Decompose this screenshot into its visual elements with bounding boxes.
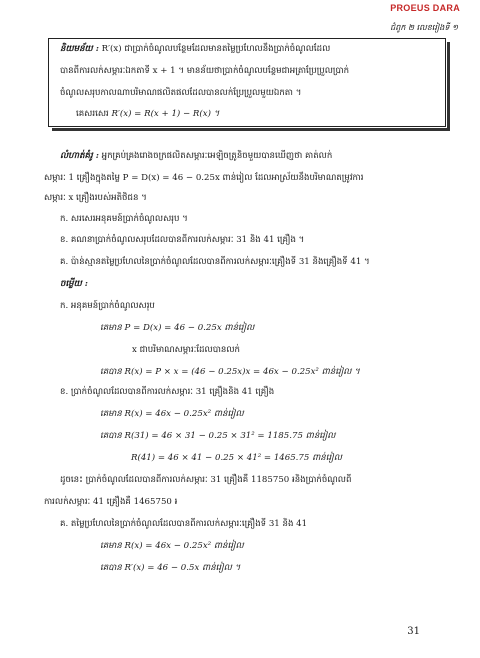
solution-b-line-5: ការលក់សម្ភារៈ 41 គ្រឿងគឺ 1465750 ៛ — [44, 497, 178, 507]
definition-line-3: ចំណូលសរុបកាលណាបរិមាណផលិតផលដែលបានលក់ប្រែប្រួលមួយឯកតា ។ — [60, 88, 302, 98]
solution-b-line-4: ដូចនេះ ប្រាក់ចំណូលដែលបានពីការលក់សម្ភារៈ 31 គ្រឿងគឺ 1185750 ៛និងប្រាក់ចំណូលពី — [60, 475, 352, 485]
example-part-b: ខ. គណនាប្រាក់ចំណូលសរុបដែលបានពីការលក់សម្ភារៈ 31 និង 41 គ្រឿង ។ — [60, 235, 305, 245]
solution-title: ចម្លើយ : — [60, 279, 88, 289]
example-text-1: អ្នកគ្រប់គ្រងរោងចក្រផលិតសម្ភារៈអេឡិចត្រូនិចមួយបានឃើញថា គាត់លក់ — [101, 151, 333, 161]
chapter-header: ជំពូក ២ លេខរៀងទី ១ — [390, 23, 458, 32]
example-title: លំហាត់គំរូ : — [60, 151, 99, 161]
solution-a-line-2: x ជាបរិមាណសម្ភារៈដែលបានលក់ — [132, 345, 240, 355]
definition-title: និយមន័យ : — [60, 44, 99, 54]
definition-formula-label: គេសរសេរ — [76, 109, 109, 119]
definition-text-1: R′(x) ជាប្រាក់ចំណូលបន្ថែមដែលមានតម្លៃប្រហែលនឹងប្រាក់ចំណូលដែល — [101, 44, 331, 54]
solution-c-heading: គ. តម្លៃប្រហែលនៃប្រាក់ចំណូលដែលបានពីការលក់សម្ភារៈគ្រឿងទី 31 និង 41 — [60, 519, 308, 529]
solution-b-heading: ខ. ប្រាក់ចំណូលដែលបានពីការលក់សម្ភារៈ 31 គ្រឿងនិង 41 គ្រឿង — [60, 387, 275, 397]
example-part-a: ក. សរសេរអនុគមន៍ប្រាក់ចំណូលសរុប ។ — [60, 214, 188, 224]
definition-line-1 — [60, 43, 330, 55]
solution-c-line-1: គេមាន R(x) = 46x − 0.25x² ពាន់រៀល — [100, 541, 244, 551]
brand-watermark: PROEUS DARA — [390, 3, 460, 13]
example-line-3: សម្ភារៈ x គ្រឿងរបស់អតិថិជន ។ — [44, 193, 147, 203]
page-number: 31 — [407, 626, 420, 637]
solution-a-line-1: គេមាន P = D(x) = 46 − 0.25x ពាន់រៀល — [100, 323, 255, 333]
definition-formula: R′(x) = R(x + 1) − R(x) ។ — [111, 109, 220, 119]
solution-a-heading: ក. អនុគមន៍ប្រាក់ចំណូលសរុប — [60, 301, 155, 311]
solution-c-line-2: គេបាន R′(x) = 46 − 0.5x ពាន់រៀល ។ — [100, 563, 241, 573]
solution-b-line-3: R(41) = 46 × 41 − 0.25 × 41² = 1465.75 ពាន់រៀល — [131, 453, 342, 463]
definition-line-2: បានពីការលក់សម្ភារៈឯកតាទី x + 1 ។ មានន័យថាប្រាក់ចំណូលបន្ថែមជាអត្រាប្រែប្រួលប្រាក់ — [60, 66, 350, 76]
solution-a-line-3: គេបាន R(x) = P × x = (46 − 0.25x)x = 46x − 0.25x² ពាន់រៀល ។ — [100, 367, 360, 377]
definition-formula-row — [76, 108, 219, 120]
solution-b-line-1: គេមាន R(x) = 46x − 0.25x² ពាន់រៀល — [100, 409, 244, 419]
example-line-1 — [60, 150, 332, 162]
example-part-c: គ. ប៉ាន់ស្មានតម្លៃប្រហែលនៃប្រាក់ចំណូលដែលបានពីការលក់សម្ភារៈគ្រឿងទី 31 និងគ្រឿងទី 41 ។ — [60, 257, 370, 267]
example-line-2: សម្ភារៈ 1 គ្រឿងក្នុងតម្លៃ P = D(x) = 46 − 0.25x ពាន់រៀល ដែលអាស្រ័យនឹងបរិមាណតម្រូវការ — [44, 173, 364, 183]
solution-b-line-2: គេបាន R(31) = 46 × 31 − 0.25 × 31² = 1185.75 ពាន់រៀល — [100, 431, 336, 441]
